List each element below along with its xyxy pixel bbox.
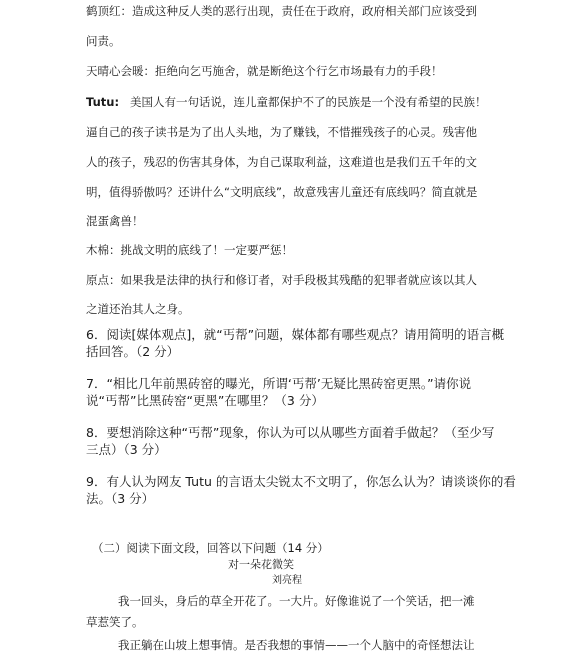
question-8-line2: 三点）（3 分） <box>86 442 167 457</box>
article-author: 刘亮程 <box>272 575 302 586</box>
article-paragraph-1-line2: 草惹笑了。 <box>86 615 144 629</box>
question-8-line1: 8．要想消除这种“丐帮”现象，你认为可以从哪些方面着手做起？（至少写 <box>86 425 495 440</box>
comment-yuandian-line2: 之道还治其人之身。 <box>86 302 190 316</box>
question-9-line2: 法。（3 分） <box>86 491 155 506</box>
article-paragraph-2-line1: 我正躺在山坡上想事情。是否我想的事情——一个人脑中的奇怪想法让 <box>118 638 475 652</box>
question-7-line1: 7．“相比几年前黑砖窑的曝光，所谓‘丐帮’无疑比黑砖窑更黑。”请你说 <box>86 376 472 391</box>
comment-tutu-text1: 美国人有一句话说，连儿童都保护不了的民族是一个没有希望的民族！ <box>130 95 487 109</box>
comment-tutu-line5: 混蛋禽兽！ <box>86 214 144 228</box>
commenter-name-tutu: Tutu: <box>86 95 120 109</box>
comment-yuandian-line1: 原点：如果我是法律的执行和修订者，对手段极其残酷的犯罪者就应该以其人 <box>86 273 477 287</box>
comment-mumian: 木棉：挑战文明的底线了！一定要严惩！ <box>86 243 293 257</box>
comment-tianqing: 天晴心会暖：拒绝向乞丐施舍，就是断绝这个行乞市场最有力的手段！ <box>86 64 443 78</box>
comment-tutu-line3: 人的孩子，残忍的伤害其身体，为自己谋取利益，这难道也是我们五千年的文 <box>86 155 477 169</box>
question-6-line1: 6．阅读[媒体观点]，就“丐帮”问题，媒体都有哪些观点？请用简明的语言概 <box>86 327 505 342</box>
comment-hedinghong-line1: 鹤顶红：造成这种反人类的恶行出现，责任在于政府，政府相关部门应该受到 <box>86 4 477 18</box>
question-6-line2: 括回答。（2 分） <box>86 344 180 359</box>
article-title: 对一朵花微笑 <box>228 558 294 571</box>
article-paragraph-1-line1: 我一回头，身后的草全开花了。一大片。好像谁说了一个笑话，把一滩 <box>118 594 475 608</box>
section-2-heading: （二）阅读下面文段，回答以下问题（14 分） <box>92 541 329 555</box>
comment-tutu-line2: 逼自己的孩子读书是为了出人头地，为了赚钱，不惜摧残孩子的心灵。残害他 <box>86 125 477 139</box>
question-7-line2: 说“丐帮”比黑砖窑“更黑”在哪里？（3 分） <box>86 393 324 408</box>
question-9-line1: 9．有人认为网友 Tutu 的言语太尖锐太不文明了，你怎么认为？请谈谈你的看 <box>86 474 516 489</box>
comment-hedinghong-line2: 问责。 <box>86 34 121 48</box>
comment-tutu-line4: 明，值得骄傲吗？还讲什么“文明底线”，故意残害儿童还有底线吗？简直就是 <box>86 185 478 199</box>
comment-tutu-line1 <box>86 95 487 109</box>
